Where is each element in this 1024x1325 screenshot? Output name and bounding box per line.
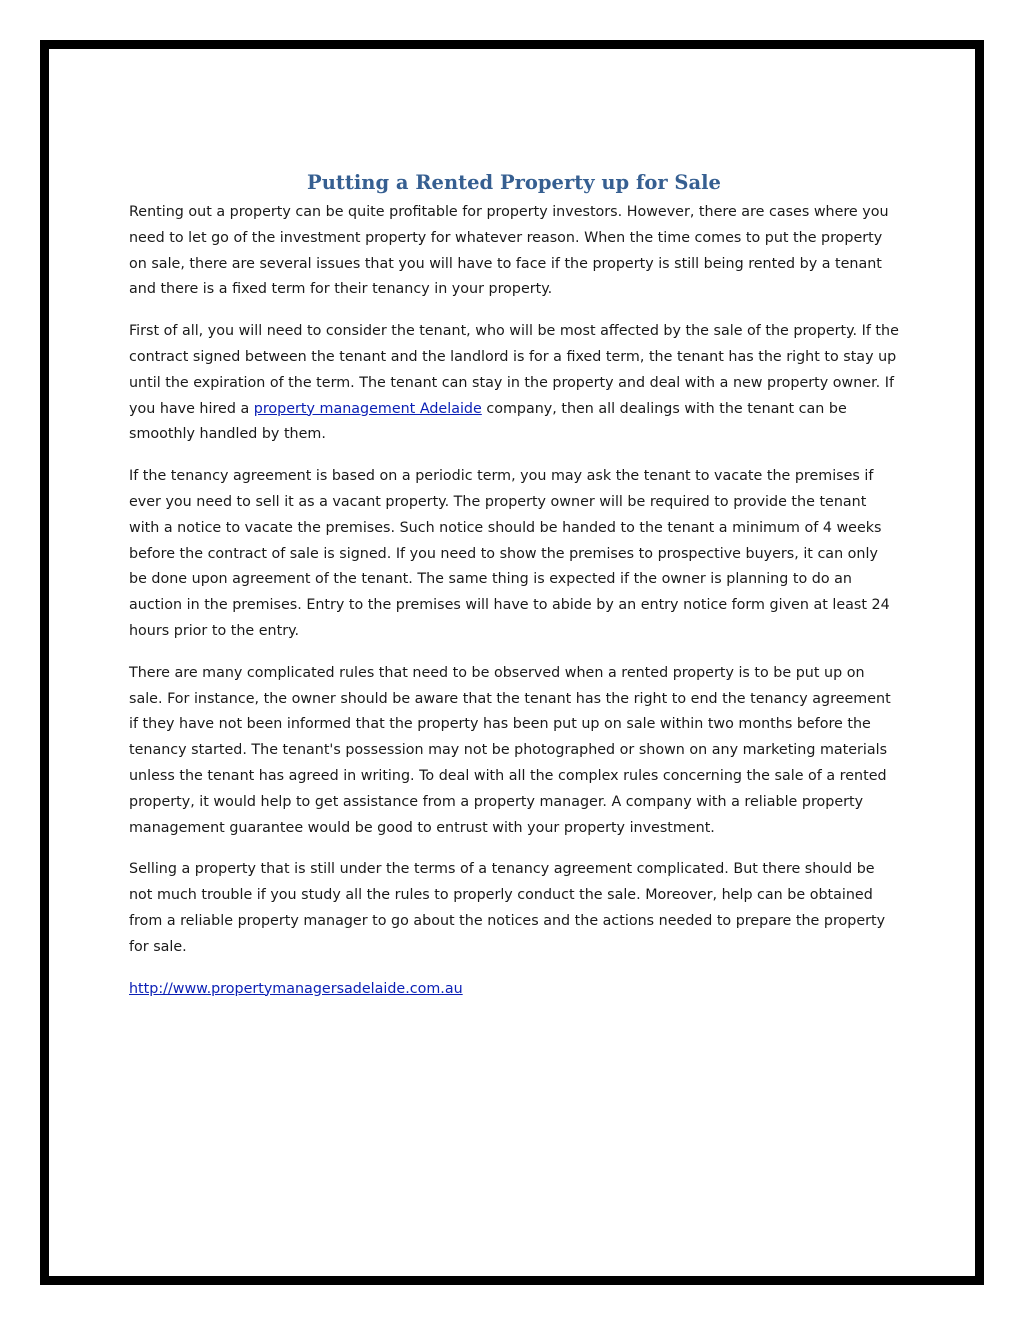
document-title: Putting a Rented Property up for Sale xyxy=(307,171,721,194)
paragraph-tenant xyxy=(129,319,899,448)
website-link[interactable]: http://www.propertymanagersadelaide.com.au xyxy=(129,980,463,997)
paragraph-tenant-text-1: First of all, you will need to consider the tenant, who will be most affected by the sale of the property. If the contract signed between the tenant and the landlord is for a fixed term, the tenant has the right to stay up until the expiration of the term. The tenant can stay in the property and deal with a new property owner. If you have hired a xyxy=(129,323,899,417)
paragraph-tenant-text-2: company, then all dealings with the tenant can be smoothly handled by them. xyxy=(129,400,847,443)
paragraph-rules: There are many complicated rules that need to be observed when a rented property is to be put up on sale. For instance, the owner should be aware that the tenant has the right to end the tenancy agreement if they have not been informed that the property has been put up on sale within two months before the tenancy started. The tenant's possession may not be photographed or shown on any marketing materials unless the tenant has agreed in writing. To deal with all the complex rules concerning the sale of a rented property, it would help to get assistance from a property manager. A company with a reliable property management guarantee would be good to entrust with your property investment. xyxy=(129,664,891,836)
property-management-link[interactable]: property management Adelaide xyxy=(253,400,482,417)
paragraph-periodic-term: If the tenancy agreement is based on a periodic term, you may ask the tenant to vacate the premises if ever you need to sell it as a vacant property. The property owner will be required to provide the tenant with a notice to vacate the premises. Such notice should be handed to the tenant a minimum of 4 weeks before the contract of sale is signed. If you need to show the premises to prospective buyers, it can only be done upon agreement of the tenant. The same thing is expected if the owner is planning to do an auction in the premises. Entry to the premises will have to abide by an entry notice form given at least 24 hours prior to the entry. xyxy=(129,468,890,639)
document-body xyxy=(129,168,899,1018)
paragraph-intro: Renting out a property can be quite profitable for property investors. However, there are cases where you need to let go of the investment property for whatever reason. When the time comes to put the property on sale, there are several issues that you will have to face if the property is still being rented by a tenant and there is a fixed term for their tenancy in your property. xyxy=(129,204,889,298)
footer-link-paragraph xyxy=(129,977,899,1003)
paragraph-conclusion: Selling a property that is still under the terms of a tenancy agreement complicated. But there should be not much trouble if you study all the rules to properly conduct the sale. Moreover, help can be obtained from a reliable property manager to go about the notices and the actions needed to prepare the property for sale. xyxy=(129,861,886,955)
